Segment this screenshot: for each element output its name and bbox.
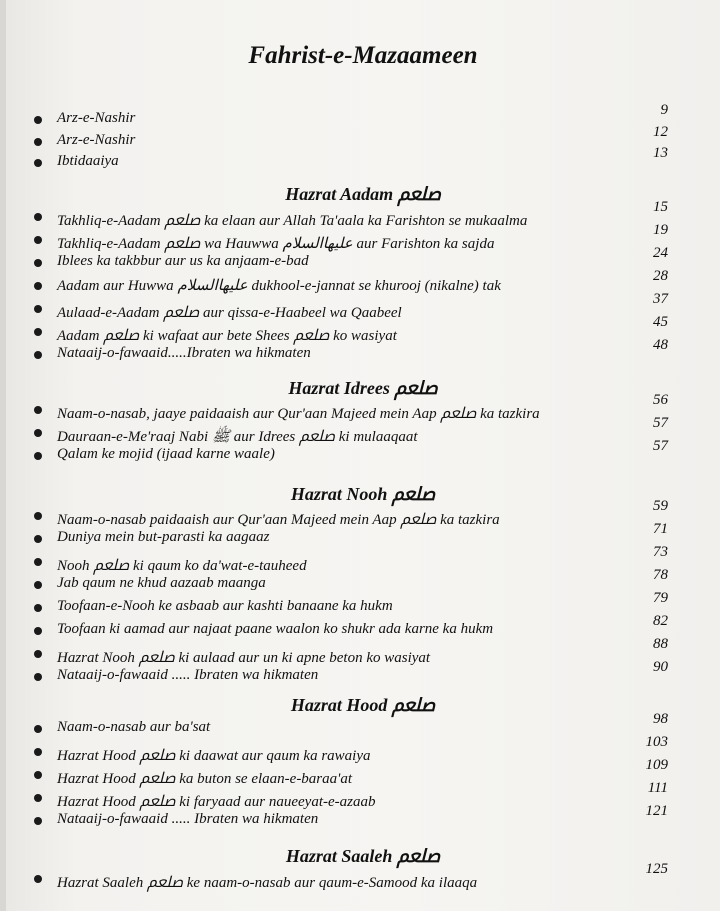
- toc-entry: [34, 268, 668, 297]
- section-heading: Hazrat Hood ﷵ: [290, 695, 436, 715]
- bullet-icon: [34, 875, 42, 883]
- toc-page-number: 12: [653, 124, 668, 140]
- toc-page-number: 56: [653, 392, 668, 408]
- bullet-icon: [34, 351, 42, 359]
- bullet-icon: [34, 452, 42, 460]
- bullet-icon: [34, 817, 42, 825]
- toc-entry: [34, 245, 668, 274]
- toc-page-number: 9: [660, 102, 668, 118]
- toc-page-number: 79: [653, 590, 668, 606]
- bullet-icon: [34, 604, 42, 612]
- toc-entry: [34, 613, 668, 642]
- bullet-icon: [34, 771, 42, 779]
- toc-entry-text: Nooh ﷵ ki qaum ko da'wat-e-tauheed: [57, 558, 307, 574]
- page-title: Fahrist-e-Mazaameen: [248, 42, 478, 69]
- toc-entry-text: Duniya mein but-parasti ka aagaaz: [57, 529, 270, 545]
- toc-page-number: 13: [653, 145, 668, 161]
- section-heading: Hazrat Nooh ﷵ: [290, 484, 436, 504]
- toc-entry-text: Naam-o-nasab, jaaye paidaaish aur Qur'aan Majeed mein Aap ﷵ ka tazkira: [57, 406, 540, 422]
- toc-entry: [34, 291, 668, 321]
- toc-entry: [34, 544, 668, 574]
- toc-entry: [34, 199, 668, 229]
- toc-entry: [34, 498, 668, 528]
- toc-entry-text: Nataaij-o-fawaaid ..... Ibraten wa hikmaten: [57, 811, 319, 827]
- toc-entry: [34, 521, 668, 550]
- bullet-icon: [34, 581, 42, 589]
- toc-entry-text: Arz-e-Nashir: [57, 132, 136, 148]
- toc-entry-text: Ibtidaaiya: [57, 153, 119, 169]
- toc-page-number: 111: [647, 780, 668, 796]
- toc-page-number: 59: [653, 498, 668, 514]
- toc-entry-text: Naam-o-nasab aur ba'sat: [57, 719, 211, 735]
- toc-page-number: 71: [653, 521, 668, 537]
- toc-page-number: 45: [653, 314, 668, 330]
- toc-entry-text: Naam-o-nasab paidaaish aur Qur'aan Majeed mein Aap ﷵ ka tazkira: [57, 512, 500, 528]
- toc-entry-text: Hazrat Saaleh ﷵ ke naam-o-nasab aur qaum-e-Samood ka ilaaqa: [57, 875, 478, 891]
- toc-entry-text: Toofaan ki aamad aur najaat paane waalon ko shukr ada karne ka hukm: [57, 621, 494, 637]
- toc-page-number: 73: [653, 544, 668, 560]
- bullet-icon: [34, 159, 42, 167]
- toc-entry-text: Hazrat Nooh ﷵ ki aulaad aur un ki apne beton ko wasiyat: [57, 650, 431, 666]
- toc-page-number: 109: [645, 757, 668, 773]
- toc-entry: [34, 803, 668, 832]
- toc-entry-text: Nataaij-o-fawaaid ..... Ibraten wa hikmaten: [57, 667, 319, 683]
- bullet-icon: [34, 138, 42, 146]
- toc-entry-text: Jab qaum ne khud aazaab maanga: [57, 575, 266, 591]
- toc-entry: [34, 337, 668, 366]
- bullet-icon: [34, 627, 42, 635]
- toc-entry-text: Iblees ka takbbur aur us ka anjaam-e-bad: [57, 253, 309, 269]
- toc-entry: [34, 314, 668, 344]
- toc-entry-text: Dauraan-e-Me'raaj Nabi ﷺ aur Idrees ﷵ ki mulaaqaat: [57, 429, 418, 445]
- toc-page-number: 37: [653, 291, 668, 307]
- toc-entry: [34, 124, 668, 153]
- toc-entry: [34, 734, 668, 764]
- toc-entry-text: Takhliq-e-Aadam ﷵ ka elaan aur Allah Ta'aala ka Farishton se mukaalma: [57, 213, 528, 229]
- toc-page-number: 121: [645, 803, 668, 819]
- bullet-icon: [34, 406, 42, 414]
- toc-entry: [34, 861, 668, 891]
- toc-page-number: 19: [653, 222, 668, 238]
- toc-entry-text: Aulaad-e-Aadam ﷵ aur qissa-e-Haabeel wa Qaabeel: [57, 305, 402, 321]
- toc-entry-text: Aadam aur Huwwa عليهاالسلام dukhool-e-jannat se khurooj (nikalne) tak: [57, 278, 501, 294]
- document-page: [6, 0, 720, 911]
- toc-page-number: 125: [645, 861, 668, 877]
- bullet-icon: [34, 558, 42, 566]
- toc-entry: [34, 590, 668, 619]
- toc-entry: [34, 392, 668, 422]
- toc-page-number: 48: [653, 337, 668, 353]
- bullet-icon: [34, 748, 42, 756]
- toc-page-number: 57: [653, 438, 668, 454]
- toc-page-number: 82: [653, 613, 668, 629]
- toc-entry-text: Hazrat Hood ﷵ ka buton se elaan-e-baraa'at: [57, 771, 353, 787]
- bullet-icon: [34, 305, 42, 313]
- toc-page-number: 57: [653, 415, 668, 431]
- bullet-icon: [34, 236, 42, 244]
- toc-page-number: 15: [653, 199, 668, 215]
- toc-page-number: 78: [653, 567, 668, 583]
- toc-entry-text: Toofaan-e-Nooh ke asbaab aur kashti banaane ka hukm: [57, 598, 393, 614]
- toc-entry: [34, 711, 668, 740]
- toc-page-number: 28: [653, 268, 668, 284]
- toc-entry: [34, 102, 668, 131]
- toc-entry-text: Aadam ﷵ ki wafaat aur bete Shees ﷵ ko wasiyat: [57, 328, 397, 344]
- bullet-icon: [34, 650, 42, 658]
- toc-entry-text: Nataaij-o-fawaaid.....Ibraten wa hikmaten: [57, 345, 311, 361]
- toc-entry-text: Hazrat Hood ﷵ ki daawat aur qaum ka rawaiya: [57, 748, 371, 764]
- toc-entry-text: Hazrat Hood ﷵ ki faryaad aur naueeyat-e-azaab: [57, 794, 376, 810]
- bullet-icon: [34, 725, 42, 733]
- toc-page-number: 98: [653, 711, 668, 727]
- bullet-icon: [34, 328, 42, 336]
- toc-page-number: 24: [653, 245, 668, 261]
- bullet-icon: [34, 673, 42, 681]
- bullet-icon: [34, 213, 42, 221]
- toc-entry: [34, 757, 668, 787]
- bullet-icon: [34, 282, 42, 290]
- toc-page-number: 103: [645, 734, 668, 750]
- toc-entry: [34, 780, 668, 810]
- toc-entry: [34, 567, 668, 596]
- toc-page-number: 88: [653, 636, 668, 652]
- bullet-icon: [34, 116, 42, 124]
- toc-entry-text: Qalam ke mojid (ijaad karne waale): [57, 446, 275, 462]
- section-heading: Hazrat Idrees ﷵ: [288, 378, 438, 398]
- section-heading: Hazrat Aadam ﷵ: [285, 184, 441, 204]
- bullet-icon: [34, 429, 42, 437]
- toc-page-number: 90: [653, 659, 668, 675]
- bullet-icon: [34, 259, 42, 267]
- toc-entry: [34, 145, 668, 174]
- bullet-icon: [34, 794, 42, 802]
- bullet-icon: [34, 512, 42, 520]
- section-heading: Hazrat Saaleh ﷵ: [285, 846, 441, 866]
- toc-entry: [34, 222, 668, 252]
- toc-entry: [34, 659, 668, 688]
- bullet-icon: [34, 535, 42, 543]
- toc-entry: [34, 438, 668, 467]
- toc-entry-text: Arz-e-Nashir: [57, 110, 136, 126]
- toc-entry-text: Takhliq-e-Aadam ﷵ wa Hauwwa عليهاالسلام aur Farishton ka sajda: [57, 236, 495, 252]
- toc-entry: [34, 415, 668, 445]
- toc-entry: [34, 636, 668, 666]
